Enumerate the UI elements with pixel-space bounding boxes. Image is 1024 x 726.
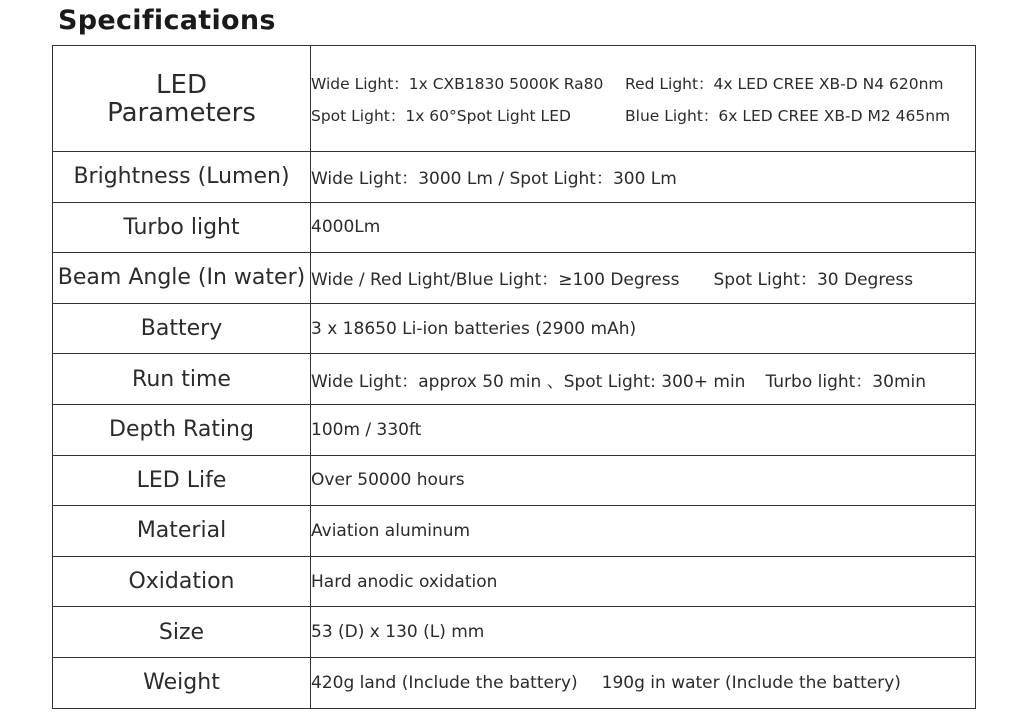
red-light-spec: Red Light：4x LED CREE XB-D N4 620nm [625, 74, 944, 93]
specifications-table [52, 45, 976, 709]
row-label: Run time [53, 354, 311, 405]
spot-light-spec: Spot Light：1x 60°Spot Light LED [311, 106, 571, 125]
table-row-led-life [53, 455, 976, 506]
table-row-turbo-light [53, 202, 976, 253]
blue-light-spec: Blue Light：6x LED CREE XB-D M2 465nm [625, 106, 951, 125]
row-label: Weight [53, 657, 311, 708]
row-label: Size [53, 607, 311, 658]
table-row-run-time [53, 354, 976, 405]
row-value: Wide Light：3000 Lm / Spot Light：300 Lm [311, 152, 976, 203]
row-value: 53 (D) x 130 (L) mm [311, 607, 976, 658]
row-label: LED Life [53, 455, 311, 506]
row-value: Hard anodic oxidation [311, 556, 976, 607]
row-label: Battery [53, 303, 311, 354]
run-time-turbo: Turbo light：30min [765, 371, 926, 392]
led-parameters-grid [311, 72, 975, 126]
wide-light-spec: Wide Light：1x CXB1830 5000K Ra80 [311, 74, 604, 93]
row-value: Aviation aluminum [311, 506, 976, 557]
table-row-weight [53, 657, 976, 708]
row-value [311, 354, 976, 405]
table-row-depth-rating [53, 404, 976, 455]
table-row-led-parameters [53, 46, 976, 152]
row-value [311, 253, 976, 304]
led-parameters-label-line2: Parameters [107, 97, 256, 128]
weight-water: 190g in water (Include the battery) [601, 672, 901, 693]
table-row-beam-angle [53, 253, 976, 304]
row-label [53, 46, 311, 152]
row-value: Over 50000 hours [311, 455, 976, 506]
row-value: 4000Lm [311, 202, 976, 253]
row-label: Brightness (Lumen) [53, 152, 311, 203]
table-row-battery [53, 303, 976, 354]
table-row-size [53, 607, 976, 658]
table-row-material [53, 506, 976, 557]
row-label: Depth Rating [53, 404, 311, 455]
row-label: Material [53, 506, 311, 557]
led-parameters-label-line1: LED [156, 69, 207, 100]
row-label: Turbo light [53, 202, 311, 253]
page-title: Specifications [58, 5, 276, 36]
table-row-brightness [53, 152, 976, 203]
row-label: Beam Angle (In water) [53, 253, 311, 304]
row-label: Oxidation [53, 556, 311, 607]
row-value [311, 46, 976, 152]
run-time-wide-spot: Wide Light：approx 50 min 、Spot Light: 300+ min [311, 371, 746, 392]
table-row-oxidation [53, 556, 976, 607]
row-value [311, 657, 976, 708]
beam-angle-spot: Spot Light：30 Degress [713, 270, 914, 291]
row-value: 100m / 330ft [311, 404, 976, 455]
weight-land: 420g land (Include the battery) [311, 672, 578, 693]
row-value: 3 x 18650 Li-ion batteries (2900 mAh) [311, 303, 976, 354]
beam-angle-wide: Wide / Red Light/Blue Light：≥100 Degress [311, 270, 680, 291]
